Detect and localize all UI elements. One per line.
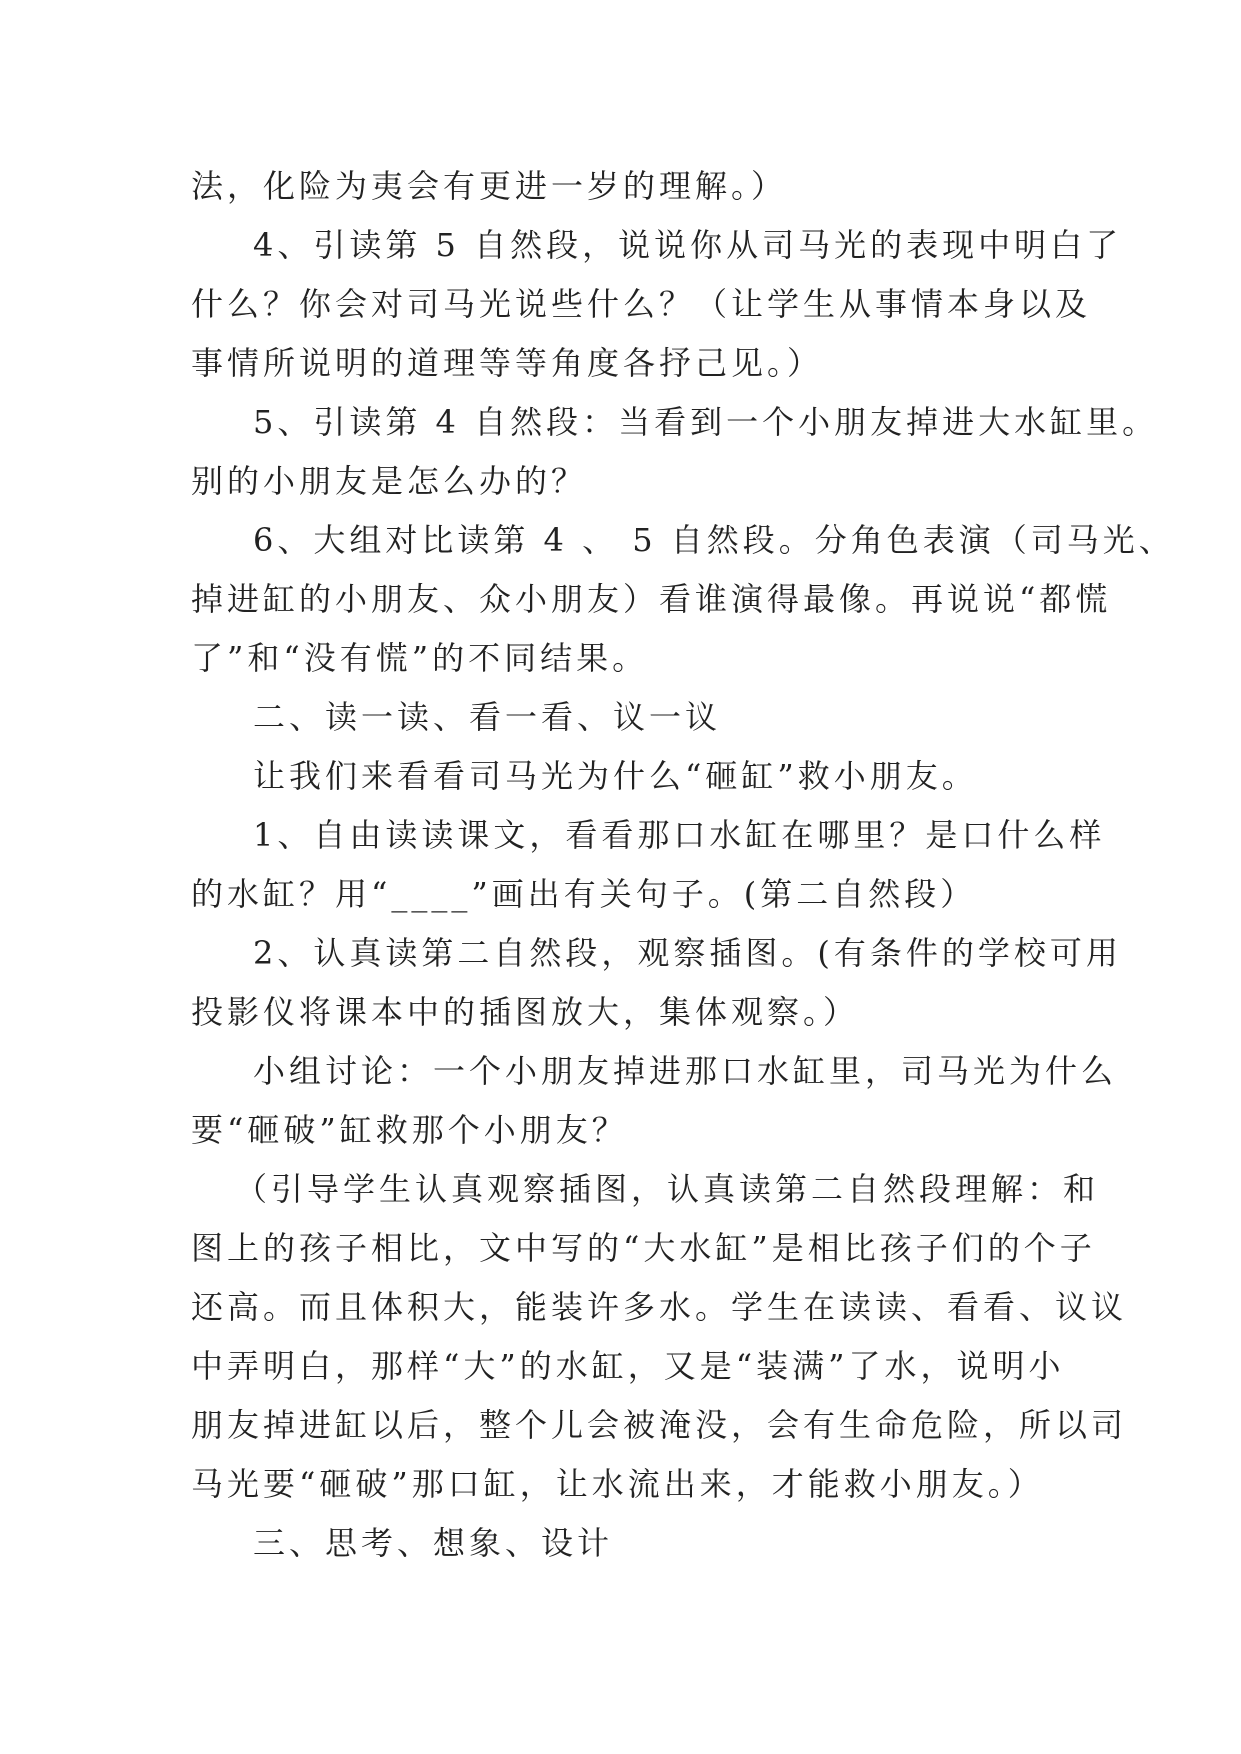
text-line: 事情所说明的道理等等角度各抒己见。）: [191, 344, 824, 382]
text-line: 图上的孩子相比，文中写的“大水缸”是相比孩子们的个子: [191, 1229, 1096, 1267]
text-line: 中弄明白，那样“大”的水缸，又是“装满”了水，说明小: [191, 1347, 1065, 1385]
text-line: 法，化险为夷会有更进一岁的理解。）: [191, 167, 788, 205]
text-line: 还高。而且体积大，能装许多水。学生在读读、看看、议议: [191, 1288, 1128, 1326]
text-line: 投影仪将课本中的插图放大，集体观察。）: [191, 993, 860, 1031]
text-line: 朋友掉进缸以后，整个儿会被淹没，会有生命危险，所以司: [191, 1406, 1128, 1444]
text-line: 1、自由读读课文，看看那口水缸在哪里？是口什么样: [253, 816, 1106, 854]
text-line: 4、引读第 5 自然段，说说你从司马光的表现中明白了: [253, 226, 1123, 264]
text-line: 掉进缸的小朋友、众小朋友）看谁演得最像。再说说“都慌: [191, 580, 1112, 618]
text-line: 了”和“没有慌”的不同结果。: [191, 639, 649, 677]
document-body: [191, 157, 1175, 1573]
text-line: 让我们来看看司马光为什么“砸缸”救小朋友。: [253, 757, 978, 795]
text-line: 5、引读第 4 自然段：当看到一个小朋友掉进大水缸里。: [253, 403, 1159, 441]
text-line: 小组讨论：一个小朋友掉进那口水缸里，司马光为什么: [253, 1052, 1118, 1090]
section-heading: 三、思考、想象、设计: [253, 1524, 614, 1562]
text-line: 别的小朋友是怎么办的？: [191, 462, 588, 500]
text-line: 马光要“砸破”那口缸，让水流出来，才能救小朋友。）: [191, 1465, 1044, 1503]
text-line: 的水缸？用“____”画出有关句子。(第二自然段）: [191, 875, 977, 913]
text-line: 什么？你会对司马光说些什么？（让学生从事情本身以及: [191, 285, 1092, 323]
text-line: 2、认真读第二自然段，观察插图。(有条件的学校可用: [253, 934, 1122, 972]
text-line: 6、大组对比读第 4 、 5 自然段。分角色表演（司马光、: [253, 521, 1175, 559]
text-line: 要“砸破”缸救那个小朋友？: [191, 1111, 628, 1149]
text-line: （引导学生认真观察插图，认真读第二自然段理解：和: [235, 1170, 1100, 1208]
section-heading: 二、读一读、看一看、议一议: [253, 698, 722, 736]
